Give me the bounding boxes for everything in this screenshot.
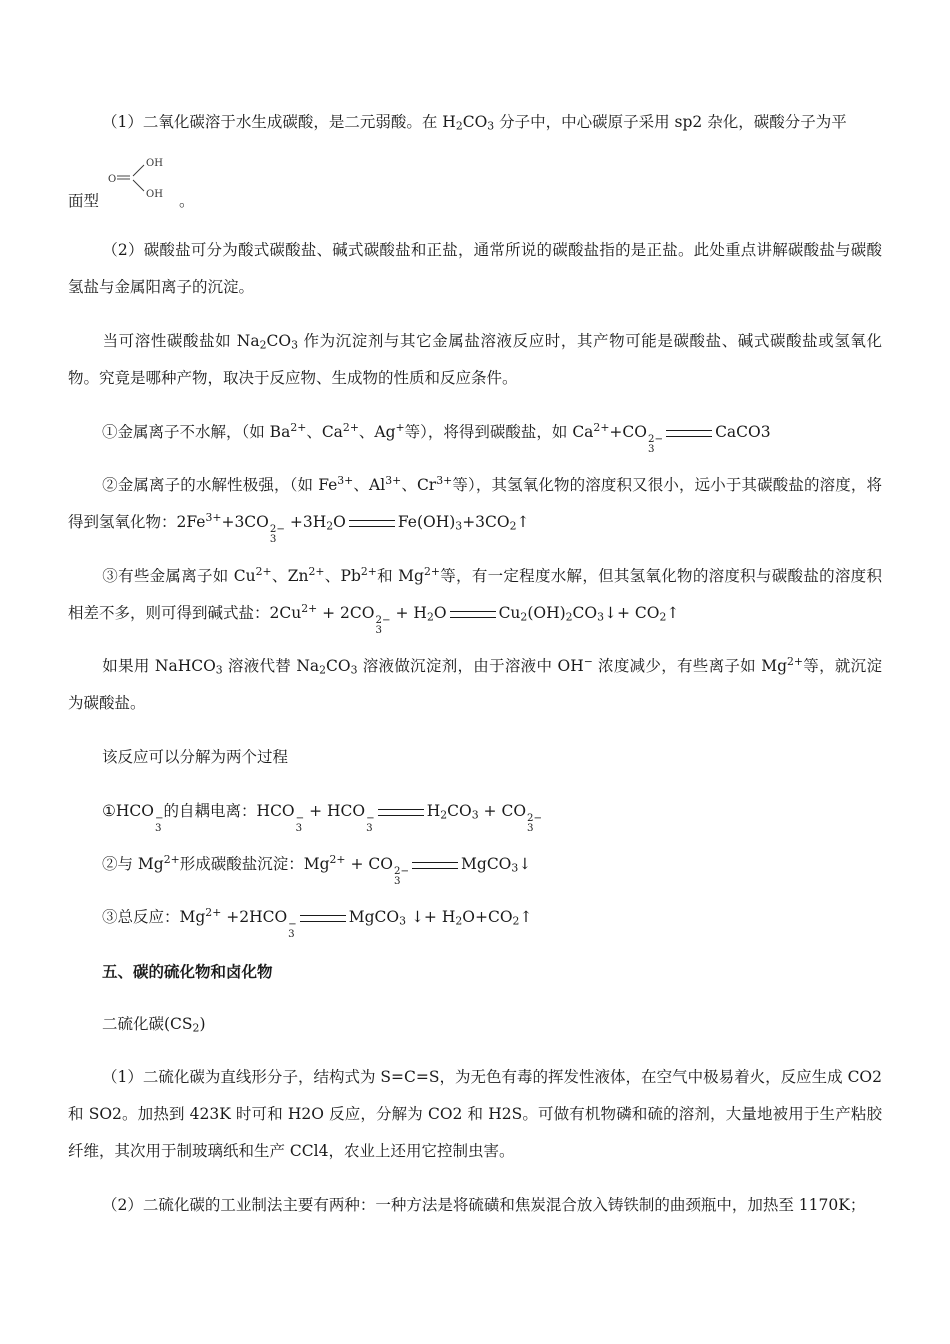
svg-text:O: O — [108, 174, 117, 185]
paragraph-nahco3: 如果用 NaHCO$_3$ 溶液代替 $Na_2CO_3$ 溶液做沉淀剂，由于溶液中 OH− 浓度减少，有些离子如 $Mg^{2+}$等，就沉淀为碳酸盐。 — [68, 655, 882, 712]
paragraph-strong-hydrolysis: ②金属离子的水解性极强，（如 $Fe^{3+}$、$Al^{3+}$、$Cr^{3+}$等），其氢氧化物的溶度积又很小，远小于其碳酸盐的溶度，将得到氢氧化物：$2Fe^{3+}+3CO$ 2− 3 $+3H_2O$ $Fe(OH)_3+3CO_2↑$ — [68, 474, 882, 546]
equals-arrow — [412, 862, 458, 869]
equals-arrow — [666, 430, 712, 437]
paragraph-basic-salt: ③有些金属离子如 $Cu^{2+}$、$Zn^{2+}$、$Pb^{2+}$和 $Mg^{2+}$等，有一定程度水解，但其氢氧化物的溶度积与碳酸盐的溶度积相差不多，则可得到碱式盐：$2Cu^{2+} + 2CO$ 2− 3 + $H_2O$ $Cu_2(OH)_2CO_3↓+$ $CO_2↑$ — [68, 565, 882, 637]
equals-arrow — [300, 915, 346, 922]
svg-text:OH: OH — [146, 158, 163, 169]
paragraph-cs2-properties: （1）二硫化碳为直线形分子，结构式为 S=C=S，为无色有毒的挥发性液体，在空气中极易着火，反应生成 CO2 和 SO2。加热到 423K 时可和 H2O 反应，分解为 CO2 和 H2S。可做有机物磷和硫的溶剂，大量地被用于生产粘胶纤维，其次用于制玻璃纸和生产 CCl4，农业上还用它控制虫害。 — [68, 1068, 882, 1160]
equals-arrow — [378, 809, 424, 816]
reaction-self-ionization: ①HCO − 3 的自耦电离：HCO − 3 + HCO − 3 $H_2CO_3$ + CO 2− 3 — [102, 802, 543, 835]
reaction-mg-precipitation: ②与 $Mg^{2+}$形成碳酸盐沉淀：$Mg^{2+}$ + CO 2− 3 MgCO$_3$↓ — [102, 853, 532, 888]
svg-text:OH: OH — [146, 189, 163, 200]
subheading-cs2: 二硫化碳$(CS_2)$ — [102, 1015, 206, 1035]
paragraph-cs2-production: （2）二硫化碳的工业制法主要有两种：一种方法是将硫磺和焦炭混合放入铸铁制的曲颈瓶中，加热至 1170K； — [102, 1196, 866, 1214]
equals-arrow — [349, 520, 395, 527]
paragraph-carbonic-acid-end: 面型 。 — [68, 192, 195, 210]
section-heading: 五、碳的硫化物和卤化物 — [102, 963, 273, 981]
process-intro: 该反应可以分解为两个过程 — [102, 748, 289, 766]
reaction-non-hydrolyzing: ①金属离子不水解，（如 $Ba^{2+}$、$Ca^{2+}$、Ag+等），将得到碳酸盐，如 $Ca^{2+}+CO$ 2− 3 CaCO3 — [102, 421, 771, 456]
paragraph-carbonic-acid: （1）二氧化碳溶于水生成碳酸，是二元弱酸。在 $H_2CO_3$ 分子中，中心碳原子采用 sp2 杂化，碳酸分子为平 — [102, 113, 847, 133]
reaction-overall: ③总反应：$Mg^{2+} +2HCO$ − 3 MgCO$_3$ ↓+ $H_2O+CO_2↑$ — [102, 906, 533, 941]
paragraph-carbonate-types: （2）碳酸盐可分为酸式碳酸盐、碱式碳酸盐和正盐，通常所说的碳酸盐指的是正盐。此处重点讲解碳酸盐与碳酸氢盐与金属阳离子的沉淀。 — [68, 241, 882, 296]
paragraph-soluble-carbonate: 当可溶性碳酸盐如 $Na_2CO_3$ 作为沉淀剂与其它金属盐溶液反应时，其产物可能是碳酸盐、碱式碳酸盐或氢氧化物。究竟是哪种产物，取决于反应物、生成物的性质和反应条件。 — [68, 332, 882, 387]
equals-arrow — [450, 611, 496, 618]
